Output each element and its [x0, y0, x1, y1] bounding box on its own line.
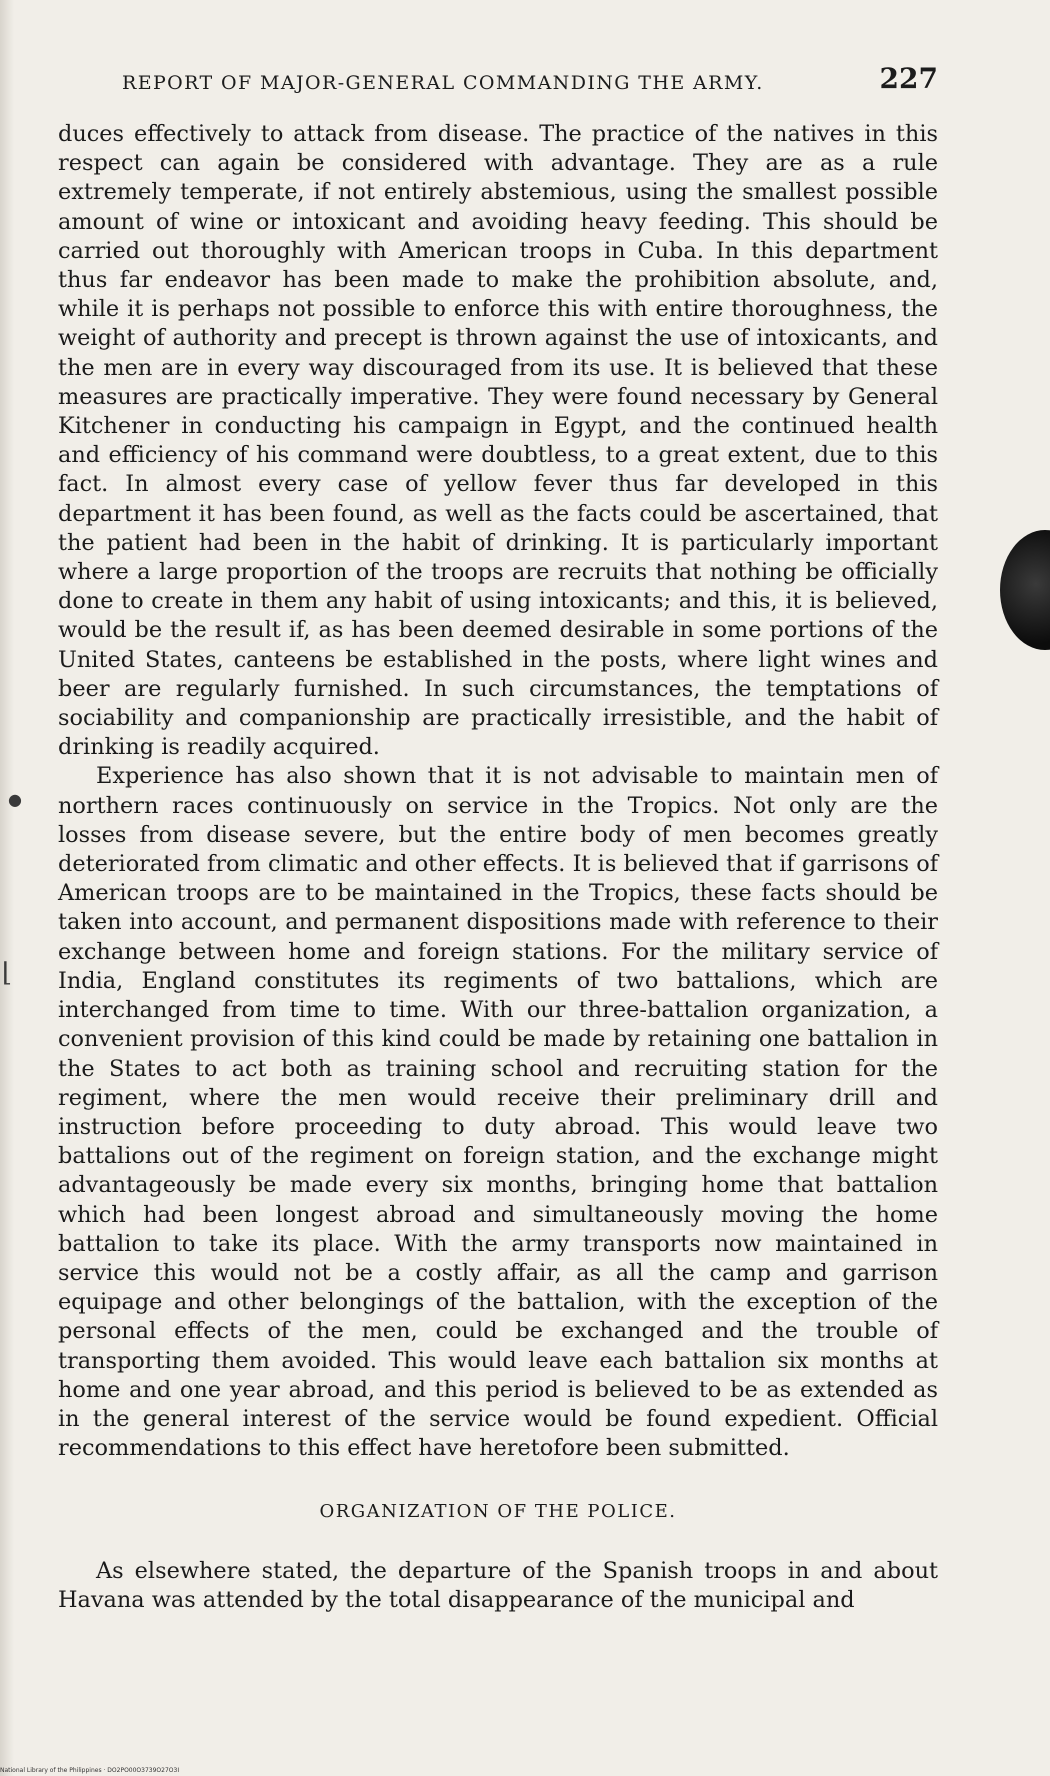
scan-edge-shadow: [0, 0, 14, 1776]
page-number: 227: [879, 62, 938, 95]
paragraph: duces effectively to attack from disease. The practice of the natives in this respect can again be considered with advantage. They are as a rule extremely temperate, if not entirely abstemious, using the smallest possible amount of wine or intoxicant and avoiding heavy feeding. This should be carried out thoroughly with American troops in Cuba. In this department thus far endeavor has been made to make the prohibition absolute, and, while it is perhaps not possible to enforce this with entire thoroughness, the weight of authority and precept is thrown against the use of intoxicants, and the men are in every way discouraged from its use. It is believed that these measures are practically imperative. They were found necessary by General Kitchener in conducting his campaign in Egypt, and the continued health and efficiency of his command were doubtless, to a great extent, due to this fact. In almost every case of yellow fever thus far developed in this department it has been found, as well as the facts could be ascertained, that the patient had been in the habit of drinking. It is particularly important where a large proportion of the troops are recruits that nothing be officially done to create in them any habit of using intoxicants; and this, it is believed, would be the result if, as has been deemed desirable in some portions of the United States, canteens be established in the posts, where light wines and beer are regularly furnished. In such circumstances, the temptations of sociability and companionship are practically irresistible, and the habit of drinking is readily acquired.: [58, 121, 938, 761]
margin-mark: ●: [8, 790, 22, 809]
margin-mark: ⌊: [2, 958, 13, 988]
scan-credit: National Library of the Philippines · DO2PO00O3739O27O3I: [0, 1767, 180, 1774]
body-text: [58, 120, 938, 1615]
page-header: [58, 62, 938, 102]
binding-hole: [1000, 530, 1050, 650]
section-heading: ORGANIZATION OF THE POLICE.: [319, 1501, 677, 1523]
paragraph: As elsewhere stated, the departure of the Spanish troops in and about Havana was attended by the total disappearance of the municipal and: [58, 1557, 938, 1613]
paragraph: Experience has also shown that it is not advisable to maintain men of northern races continuously on service in the Tropics. Not only are the losses from disease severe, but the entire body of men becomes greatly deteriorated from climatic and other effects. It is believed that if garrisons of American troops are to be maintained in the Tropics, these facts should be taken into account, and permanent dispositions made with reference to their exchange between home and foreign stations. For the military service of India, England constitutes its regiments of two battalions, which are interchanged from time to time. With our three-battalion organization, a convenient provision of this kind could be made by retaining one battalion in the States to act both as training school and recruiting station for the regiment, where the men would receive their preliminary drill and instruction before proceeding to duty abroad. This would leave two battalions out of the regiment on foreign station, and the exchange might advantageously be made every six months, bringing home that battalion which had been longest abroad and simultaneously moving the home battalion to take its place. With the army transports now maintained in service this would not be a costly affair, as all the camp and garrison equipage and other belongings of the battalion, with the exception of the personal effects of the men, could be exchanged and the trouble of transporting them avoided. This would leave each battalion six months at home and one year abroad, and this period is believed to be as extended as in the general interest of the service would be found expedient. Official recommendations to this effect have heretofore been submitted.: [58, 763, 938, 1462]
running-head: REPORT OF MAJOR-GENERAL COMMANDING THE ARMY.: [122, 72, 764, 94]
